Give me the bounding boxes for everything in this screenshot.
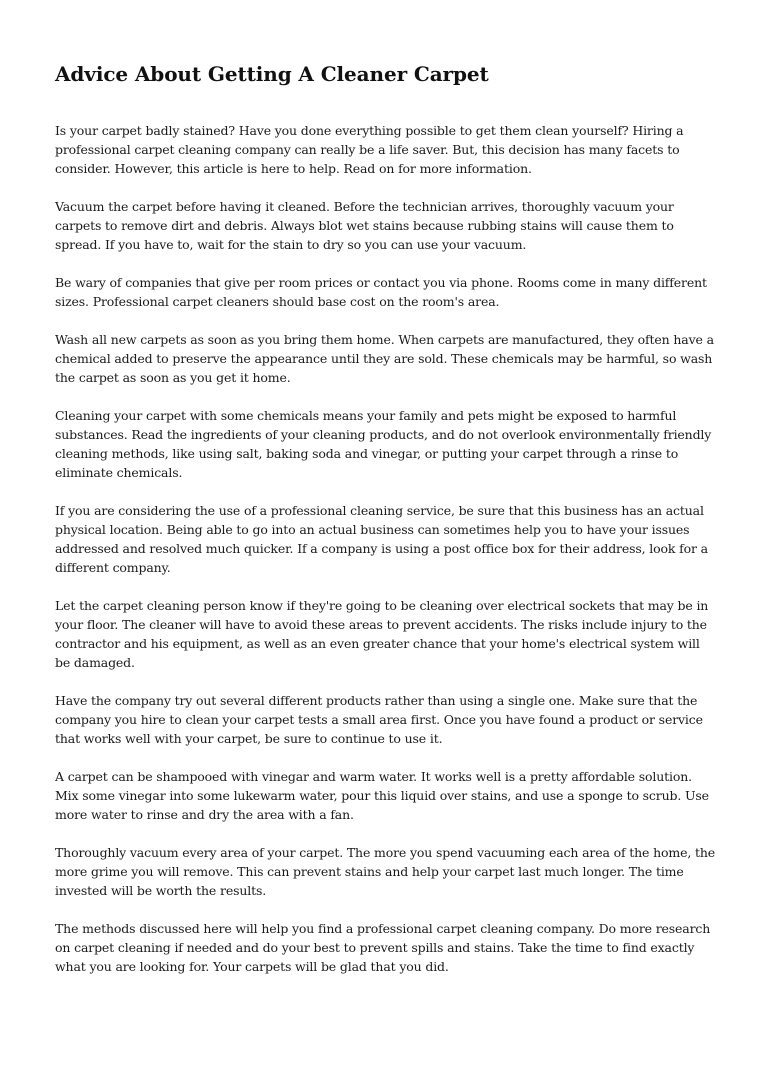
- paragraph-4: Wash all new carpets as soon as you bring them home. When carpets are manufactured, they often have a chemical added to preserve the appearance until they are sold. These chemicals may be harmful, so wash the carpet as soon as you get it home.: [55, 332, 714, 385]
- document-page: [55, 60, 715, 995]
- paragraph-6: If you are considering the use of a professional cleaning service, be sure that this business has an actual physical location. Being able to go into an actual business can sometimes help you to have your issues addressed and resolved much quicker. If a company is using a post office box for their address, look for a different company.: [55, 503, 708, 575]
- paragraph-9: A carpet can be shampooed with vinegar and warm water. It works well is a pretty affordable solution. Mix some vinegar into some lukewarm water, pour this liquid over stains, and use a sponge to scrub. Use more water to rinse and dry the area with a fan.: [55, 769, 709, 822]
- paragraph-1: Is your carpet badly stained? Have you done everything possible to get them clean yourself? Hiring a professional carpet cleaning company can really be a life saver. But, this decision has many facets to consider. However, this article is here to help. Read on for more information.: [55, 123, 684, 176]
- paragraph-5: Cleaning your carpet with some chemicals means your family and pets might be exposed to harmful substances. Read the ingredients of your cleaning products, and do not overlook environmentally friendly cleaning methods, like using salt, baking soda and vinegar, or putting your carpet through a rinse to eliminate chemicals.: [55, 408, 712, 480]
- document-body: [55, 121, 715, 976]
- paragraph-8: Have the company try out several different products rather than using a single one. Make sure that the company you hire to clean your carpet tests a small area first. Once you have found a product or service that works well with your carpet, be sure to continue to use it.: [55, 693, 703, 746]
- paragraph-7: Let the carpet cleaning person know if they're going to be cleaning over electrical sockets that may be in your floor. The cleaner will have to avoid these areas to prevent accidents. The risks include injury to the contractor and his equipment, as well as an even greater chance that your home's electrical system will be damaged.: [55, 598, 709, 670]
- paragraph-11: The methods discussed here will help you find a professional carpet cleaning company. Do more research on carpet cleaning if needed and do your best to prevent spills and stains. Take the time to find exactly what you are looking for. Your carpets will be glad that you did.: [55, 921, 711, 974]
- document-title: Advice About Getting A Cleaner Carpet: [55, 62, 489, 86]
- paragraph-3: Be wary of companies that give per room prices or contact you via phone. Rooms come in many different sizes. Professional carpet cleaners should base cost on the room's area.: [55, 275, 707, 309]
- paragraph-2: Vacuum the carpet before having it cleaned. Before the technician arrives, thoroughly vacuum your carpets to remove dirt and debris. Always blot wet stains because rubbing stains will cause them to spread. If you have to, wait for the stain to dry so you can use your vacuum.: [55, 199, 674, 252]
- paragraph-10: Thoroughly vacuum every area of your carpet. The more you spend vacuuming each area of the home, the more grime you will remove. This can prevent stains and help your carpet last much longer. The time invested will be worth the results.: [55, 845, 715, 898]
